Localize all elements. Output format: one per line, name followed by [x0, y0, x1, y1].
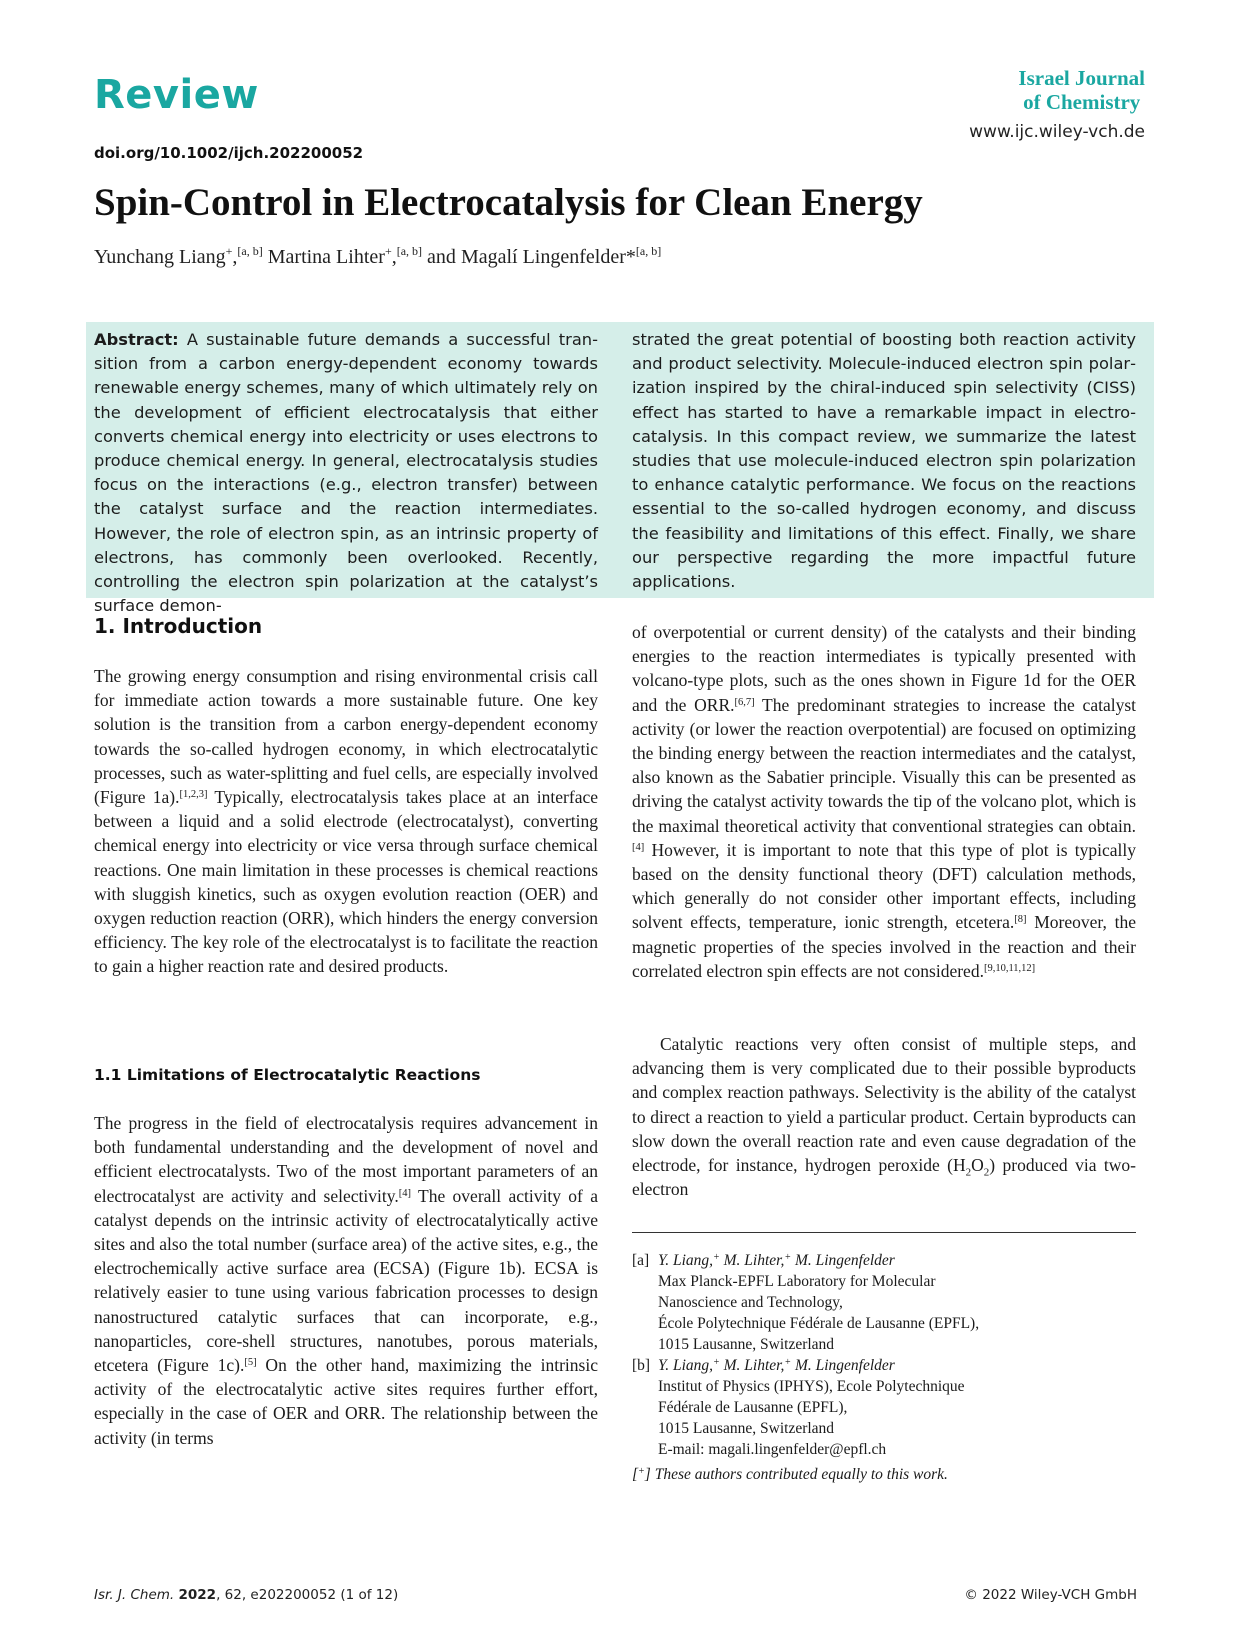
abstract-left-column	[94, 328, 598, 618]
affiliation-line: Fédérale de Lausanne (EPFL),	[658, 1399, 848, 1416]
paragraph-text: Catalytic reactions very often consist of multiple steps, and advancing them is very complicated due to their possible byproducts and complex reaction pathways. Selectivity is the ability of the catalyst to direct a reaction to yield a particular product. Certain byproducts can slow down the overall reaction rate and even cause degradation of the electrode, for instance, hydrogen peroxide (H	[632, 1034, 1136, 1176]
author-and: and	[422, 246, 461, 268]
affiliation-authors: Y. Liang,+ M. Lihter,+ M. Lingenfelder	[658, 1252, 895, 1269]
abstract-text-right: strated the great potential of boosting both reaction activity and product selectivity. Molecule-induced electron spin polarization inspired by the chiral-induced spin selectivity (CISS) effect has started to have a remarkable impact in electrocatalysis. In this compact review, we summarize the latest studies that use molecule-induced electron spin polarization to enhance catalytic performance. We focus on the reactions essential to the so-called hydrogen economy, and discuss the feasibility and limitations of this effect. Finally, we share our perspective regarding the more impactful future applications.	[632, 330, 1136, 592]
paragraph-selectivity	[632, 1032, 1136, 1201]
affiliation-line: École Polytechnique Fédérale de Lausanne (EPFL),	[658, 1315, 980, 1332]
author-affiliation: [a, b]	[635, 244, 662, 258]
author-list	[94, 244, 661, 269]
author-mark: *	[625, 246, 636, 268]
paragraph-text: O	[971, 1155, 984, 1176]
author-name: Martina Lihter	[267, 246, 385, 268]
affiliation-authors: Y. Liang,+ M. Lihter,+ M. Lingenfelder	[658, 1357, 895, 1374]
footer-journal: Isr. J. Chem.	[94, 1587, 175, 1603]
subscript: 2	[983, 1166, 990, 1179]
affiliation-line: 1015 Lausanne, Switzerland	[658, 1420, 835, 1437]
journal-url[interactable]: www.ijc.wiley-vch.de	[969, 122, 1145, 142]
abstract-right-column	[632, 328, 1136, 594]
journal-logo-line2: of Chemistry	[1023, 90, 1141, 114]
citation-ref: [4]	[398, 1187, 411, 1199]
affiliation-tag: [a]	[632, 1252, 650, 1269]
subsection-heading-limitations: 1.1 Limitations of Electrocatalytic Reactions	[94, 1066, 481, 1084]
equal-contribution-note: [+] These authors contributed equally to this work.	[632, 1466, 948, 1483]
paragraph-text: On the other hand, maximizing the intrinsic activity of the electrocatalytic active sites requires further effort, especially in the case of OER and ORR. The relationship between the activity (in terms	[94, 1355, 598, 1448]
citation-ref: [9,10,11,12]	[983, 962, 1036, 974]
author-affiliation: [a, b]	[237, 244, 263, 258]
paragraph-text: However, it is important to note that this type of plot is typically based on the density functional theory (DFT) calculation methods, which generally do not consider other important effects, including solvent effects, temperature, ionic strength, etcetera.	[632, 839, 1136, 933]
footer-volume: , 62, e202200052 (1 of 12)	[216, 1587, 399, 1603]
journal-logo-line1: Israel Journal	[1018, 66, 1145, 90]
paragraph-text: ) produced via two-electron	[632, 1155, 1136, 1200]
affiliations	[632, 1250, 1136, 1485]
paragraph-text: of overpotential or current density) of the catalysts and their binding energies to the reaction intermediates is typically presented with volcano-type plots, such as the ones shown in Figure 1d for the OER and the ORR.	[632, 622, 1136, 715]
doi-link[interactable]: doi.org/10.1002/ijch.202200052	[94, 144, 364, 162]
affiliation-line: Max Planck-EPFL Laboratory for Molecular	[658, 1273, 936, 1290]
affiliation-line: 1015 Lausanne, Switzerland	[658, 1336, 835, 1353]
paragraph-activity	[632, 620, 1136, 983]
footer-year: 2022	[178, 1587, 217, 1603]
footer-citation	[94, 1587, 398, 1603]
author-separator: ,	[391, 246, 397, 268]
section-label: Review	[94, 72, 259, 118]
article-title: Spin-Control in Electrocatalysis for Clean Energy	[94, 181, 923, 224]
citation-ref: [6,7]	[734, 696, 755, 708]
paragraph-text: The growing energy consumption and rising environmental crisis call for immediate action towards a more sustainable future. One key solution is the transition from a carbon energy-dependent economy towards the so-called hydrogen economy, in which electrocatalytic processes, such as water-splitting and fuel cells, are especially involved (Figure 1a).	[94, 666, 598, 808]
paragraph-limitations	[94, 1111, 598, 1450]
citation-ref: [5]	[244, 1357, 257, 1369]
paragraph-text: The progress in the field of electrocatalysis requires advancement in both fundamental understanding and the development of novel and efficient electrocatalysts. Two of the most important parameters of an electrocatalyst are activity and selectivity.	[94, 1113, 598, 1206]
author-mark: +	[225, 244, 233, 258]
author-name: Magalí Lingenfelder	[460, 246, 626, 268]
journal-logo	[1018, 66, 1145, 114]
subscript: 2	[965, 1166, 972, 1179]
citation-ref: [8]	[1014, 914, 1027, 926]
author-name: Yunchang Liang	[94, 246, 226, 268]
author-mark: +	[384, 244, 392, 258]
paragraph-text: The overall activity of a catalyst depends on the intrinsic activity of electrocatalytically active sites and also the total number (surface area) of the active sites, e.g., the electrochemically active surface area (ECSA) (Figure 1b). ECSA is relatively easier to tune using various fabrication processes to design nanostructured catalytic surfaces that can incorporate, e.g., nanoparticles, core-shell structures, nanotubes, porous materials, etcetera (Figure 1c).	[94, 1185, 599, 1376]
affiliation-line: Nanoscience and Technology,	[658, 1294, 843, 1311]
section-heading-introduction: 1. Introduction	[94, 614, 263, 638]
footnote-divider	[632, 1232, 1136, 1233]
paragraph-intro	[94, 664, 598, 979]
author-affiliation: [a, b]	[396, 244, 423, 258]
affiliation-b	[632, 1355, 1136, 1460]
footer-copyright: © 2022 Wiley-VCH GmbH	[964, 1587, 1137, 1603]
abstract-label: Abstract:	[94, 330, 179, 349]
author-separator: ,	[232, 246, 238, 268]
paragraph-text: Typically, electrocatalysis takes place at an interface between a liquid and a solid electrode (electrocatalyst), converting chemical energy into electricity or vice versa through surface chemical reactions. One main limitation in these processes is chemical reactions with sluggish kinetics, such as oxygen evolution reaction (OER) and oxygen reduction reaction (ORR), which hinders the energy conversion efficiency. The key role of the electrocatalyst is to facilitate the reaction to gain a higher reaction rate and desired products.	[94, 787, 598, 977]
citation-ref: [1,2,3]	[179, 789, 208, 801]
affiliation-a	[632, 1250, 1136, 1355]
affiliation-line: Institut of Physics (IPHYS), Ecole Polytechnique	[658, 1378, 965, 1395]
abstract-text-left: A sustainable future demands a successful transition from a carbon energy-dependent economy towards renewable energy schemes, many of which ultimately rely on the development of efficient electrocatalysis that either converts chemical energy into electricity or uses electrons to produce chemical energy. In general, electrocatalysis studies focus on the interactions (e.g., electron transfer) between the catalyst surface and the reaction intermediates. However, the role of electron spin, as an intrinsic property of electrons, has commonly been overlooked. Recently, controlling the electron spin polarization at the catalyst’s surface demon-	[94, 330, 598, 616]
paragraph-text: Moreover, the magnetic properties of the species involved in the reaction and their correlated electron spin effects are not considered.	[632, 912, 1136, 981]
paragraph-text: The predominant strategies to increase the catalyst activity (or lower the reaction overpotential) are focused on optimizing the binding energy between the reaction intermediates and the catalyst, also known as the Sabatier principle. Visually this can be presented as driving the catalyst activity towards the tip of the volcano plot, which is the maximal theoretical activity that conventional strategies can obtain.	[632, 694, 1136, 836]
citation-ref: [4]	[632, 841, 645, 853]
affiliation-tag: [b]	[632, 1357, 651, 1374]
affiliation-email[interactable]: E-mail: magali.lingenfelder@epfl.ch	[658, 1441, 887, 1458]
